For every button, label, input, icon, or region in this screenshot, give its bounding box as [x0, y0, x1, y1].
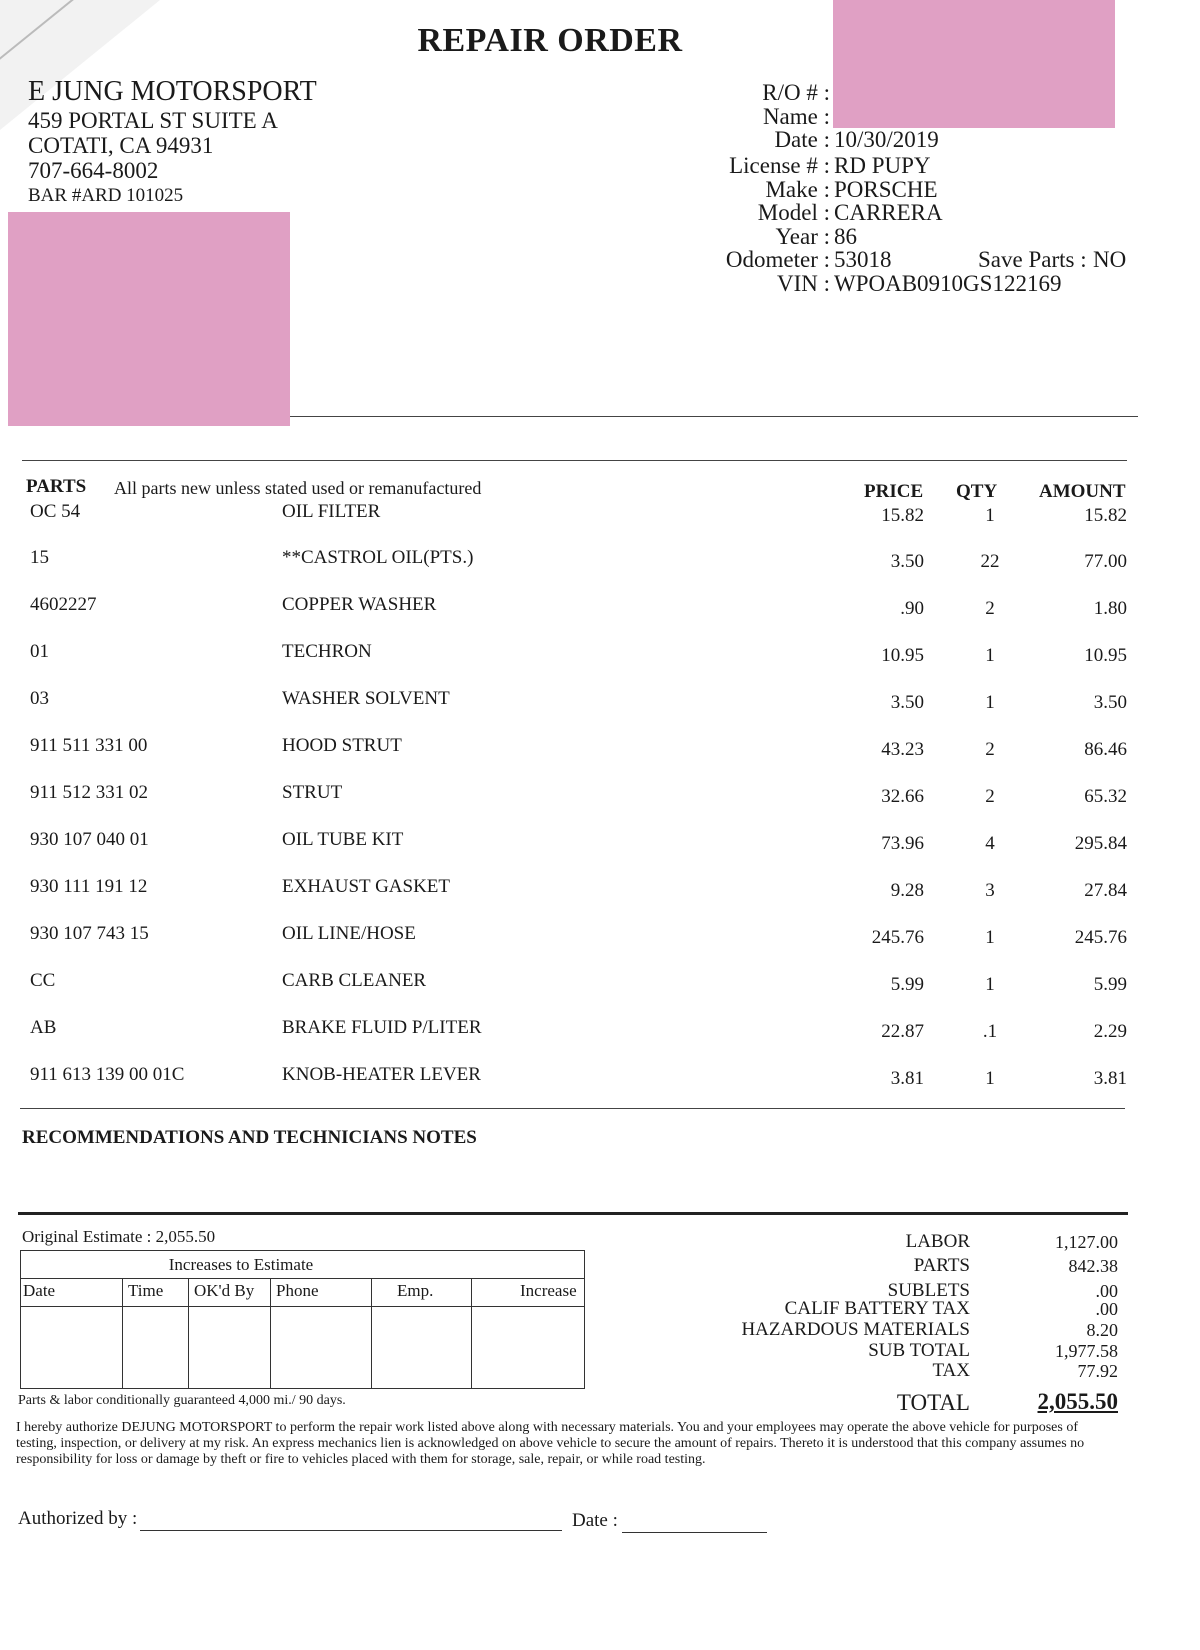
qty-column-header: QTY: [956, 481, 998, 502]
parts-total-value: 842.38: [1068, 1256, 1118, 1276]
part-price: 43.23: [881, 739, 924, 760]
part-price: 3.50: [890, 551, 924, 572]
vin-value: WPOAB0910GS122169: [834, 271, 1062, 296]
part-qty: 1: [985, 505, 995, 526]
part-qty: 1: [985, 1068, 995, 1089]
table-row: [0, 829, 1200, 859]
model-value: CARRERA: [834, 200, 943, 225]
part-price: 10.95: [881, 645, 924, 666]
divider-notes-bottom: [18, 1212, 1128, 1215]
part-description: **CASTROL OIL(PTS.): [282, 547, 474, 568]
part-amount: 5.99: [1093, 974, 1127, 995]
divider-parts-top: [22, 460, 1127, 461]
column-emp: Emp.: [397, 1281, 434, 1300]
part-amount: 2.29: [1093, 1021, 1127, 1042]
shop-address-2: COTATI, CA 94931: [28, 133, 214, 158]
model-label: Model :: [757, 200, 830, 225]
signature-date-label: Date :: [572, 1510, 618, 1531]
save-parts-value: NO: [1093, 247, 1127, 272]
table-row: [0, 970, 1200, 1000]
subtotal-value: 1,977.58: [1055, 1341, 1118, 1361]
hazmat-value: 8.20: [1086, 1320, 1118, 1340]
odometer-value: 53018: [834, 247, 892, 272]
part-description: TECHRON: [282, 641, 372, 662]
table-row: [0, 1017, 1200, 1047]
battery-tax-value: .00: [1095, 1299, 1118, 1319]
part-amount: 15.82: [1084, 505, 1127, 526]
part-description: OIL FILTER: [282, 501, 381, 522]
shop-address-1: 459 PORTAL ST SUITE A: [28, 108, 278, 133]
table-row: [0, 641, 1200, 671]
tax-value: 77.92: [1077, 1361, 1118, 1381]
part-description: STRUT: [282, 782, 343, 803]
license-value: RD PUPY: [834, 153, 931, 178]
part-description: OIL TUBE KIT: [282, 829, 404, 850]
table-column-rule: [188, 1278, 189, 1388]
part-price: 73.96: [881, 833, 924, 854]
part-description: CARB CLEANER: [282, 970, 427, 991]
vin-label: VIN :: [776, 271, 830, 296]
sublets-value: .00: [1095, 1281, 1118, 1301]
hazmat-label: HAZARDOUS MATERIALS: [741, 1319, 970, 1340]
date-line: [622, 1532, 767, 1533]
table-column-rule: [471, 1278, 472, 1388]
part-qty: 2: [985, 598, 995, 619]
part-number: 930 111 191 12: [30, 876, 148, 897]
table-row: [0, 688, 1200, 718]
date-label: Date :: [774, 127, 830, 152]
notes-title: RECOMMENDATIONS AND TECHNICIANS NOTES: [22, 1127, 477, 1148]
part-description: COPPER WASHER: [282, 594, 437, 615]
part-qty: 4: [985, 833, 995, 854]
parts-header-note: All parts new unless stated used or remanufactured: [114, 478, 482, 498]
labor-label: LABOR: [905, 1231, 970, 1252]
battery-tax-label: CALIF BATTERY TAX: [784, 1298, 970, 1319]
part-number: OC 54: [30, 501, 81, 522]
part-amount: 86.46: [1084, 739, 1127, 760]
sublets-label: SUBLETS: [887, 1280, 970, 1301]
redacted-customer-block: [8, 212, 290, 426]
column-okd-by: OK'd By: [194, 1281, 255, 1300]
signature-line: [140, 1530, 562, 1531]
part-number: 01: [30, 641, 49, 662]
amount-column-header: AMOUNT: [1039, 481, 1126, 502]
document-title: REPAIR ORDER: [417, 22, 683, 59]
part-number: 03: [30, 688, 49, 709]
part-number: 930 107 040 01: [30, 829, 149, 850]
column-phone: Phone: [276, 1281, 319, 1300]
part-amount: 10.95: [1084, 645, 1127, 666]
part-number: 930 107 743 15: [30, 923, 149, 944]
table-row: [0, 501, 1200, 531]
table-column-rule: [122, 1278, 123, 1388]
part-qty: 3: [985, 880, 995, 901]
table-row: [0, 1064, 1200, 1094]
part-price: .90: [900, 598, 924, 619]
part-price: 15.82: [881, 505, 924, 526]
table-row: [0, 923, 1200, 953]
part-amount: 27.84: [1084, 880, 1127, 901]
part-amount: 65.32: [1084, 786, 1127, 807]
save-parts-label: Save Parts :: [978, 247, 1087, 272]
labor-value: 1,127.00: [1055, 1232, 1118, 1252]
part-qty: 1: [985, 692, 995, 713]
part-number: 911 512 331 02: [30, 782, 149, 803]
part-price: 3.50: [890, 692, 924, 713]
table-row: [0, 876, 1200, 906]
column-increase: Increase: [520, 1281, 577, 1300]
part-amount: 3.81: [1093, 1068, 1127, 1089]
part-description: WASHER SOLVENT: [282, 688, 450, 709]
part-number: AB: [30, 1017, 57, 1038]
part-price: 3.81: [890, 1068, 924, 1089]
name-label: Name :: [762, 104, 830, 129]
original-estimate: Original Estimate : 2,055.50: [22, 1227, 216, 1246]
table-column-rule: [371, 1278, 372, 1388]
guarantee-text: Parts & labor conditionally guaranteed 4,000 mi./ 90 days.: [18, 1393, 346, 1408]
part-description: BRAKE FLUID P/LITER: [282, 1017, 482, 1038]
part-qty: .1: [982, 1021, 998, 1042]
make-label: Make :: [765, 177, 830, 202]
part-price: 245.76: [871, 927, 924, 948]
part-amount: 1.80: [1093, 598, 1127, 619]
table-rule: [21, 1306, 584, 1307]
part-description: OIL LINE/HOSE: [282, 923, 416, 944]
part-amount: 245.76: [1074, 927, 1127, 948]
part-number: 15: [30, 547, 49, 568]
tax-label: TAX: [932, 1360, 970, 1381]
part-price: 5.99: [890, 974, 924, 995]
year-label: Year :: [775, 224, 830, 249]
shop-bar-number: BAR #ARD 101025: [28, 185, 184, 206]
redacted-order-block: [833, 0, 1115, 128]
table-row: [0, 782, 1200, 812]
part-qty: 22: [980, 551, 1000, 572]
part-amount: 295.84: [1074, 833, 1127, 854]
table-rule: [21, 1278, 584, 1279]
part-price: 32.66: [881, 786, 924, 807]
shop-name: E JUNG MOTORSPORT: [28, 76, 317, 107]
make-value: PORSCHE: [834, 177, 938, 202]
part-amount: 3.50: [1093, 692, 1127, 713]
part-number: 911 613 139 00 01C: [30, 1064, 185, 1085]
increases-title: Increases to Estimate: [168, 1255, 314, 1274]
part-qty: 1: [985, 645, 995, 666]
part-description: HOOD STRUT: [282, 735, 402, 756]
part-price: 9.28: [890, 880, 924, 901]
part-qty: 2: [985, 786, 995, 807]
total-value: 2,055.50: [1037, 1389, 1118, 1414]
divider-top: [290, 416, 1138, 417]
divider-parts-bottom: [20, 1108, 1125, 1109]
authorized-by-label: Authorized by :: [18, 1508, 138, 1529]
odometer-label: Odometer :: [725, 247, 830, 272]
part-number: 911 511 331 00: [30, 735, 148, 756]
part-qty: 2: [985, 739, 995, 760]
table-row: [0, 547, 1200, 577]
subtotal-label: SUB TOTAL: [868, 1340, 970, 1361]
price-column-header: PRICE: [864, 481, 924, 502]
part-amount: 77.00: [1084, 551, 1127, 572]
part-price: 22.87: [881, 1021, 924, 1042]
parts-total-label: PARTS: [913, 1255, 970, 1276]
parts-header-label: PARTS: [26, 476, 87, 497]
license-label: License # :: [729, 153, 830, 178]
table-row: [0, 735, 1200, 765]
shop-phone: 707-664-8002: [28, 158, 159, 183]
authorization-text: I hereby authorize DEJUNG MOTORSPORT to perform the repair work listed above along with necessary materials. You and your employees may operate the above vehicle for purposes of testing, inspection, or delivery at my risk. An express mechanics lien is acknowledged on above vehicle to secure the amount of repairs. Thereto it is understood that this company assumes no responsibility for loss or damage by theft or fire to vehicles placed with them for storage, sale, repair, or while road testing.: [16, 1420, 1085, 1467]
date-value: 10/30/2019: [834, 127, 939, 152]
part-qty: 1: [985, 974, 995, 995]
part-number: 4602227: [30, 594, 97, 615]
column-time: Time: [128, 1281, 164, 1300]
total-label: TOTAL: [896, 1390, 970, 1415]
table-column-rule: [270, 1278, 271, 1388]
table-row: [0, 594, 1200, 624]
part-qty: 1: [985, 927, 995, 948]
part-description: EXHAUST GASKET: [282, 876, 451, 897]
year-value: 86: [834, 224, 857, 249]
increases-table: [20, 1250, 585, 1389]
part-number: CC: [30, 970, 56, 991]
column-date: Date: [23, 1281, 56, 1300]
part-description: KNOB-HEATER LEVER: [282, 1064, 481, 1085]
ro-number-label: R/O # :: [762, 80, 830, 105]
